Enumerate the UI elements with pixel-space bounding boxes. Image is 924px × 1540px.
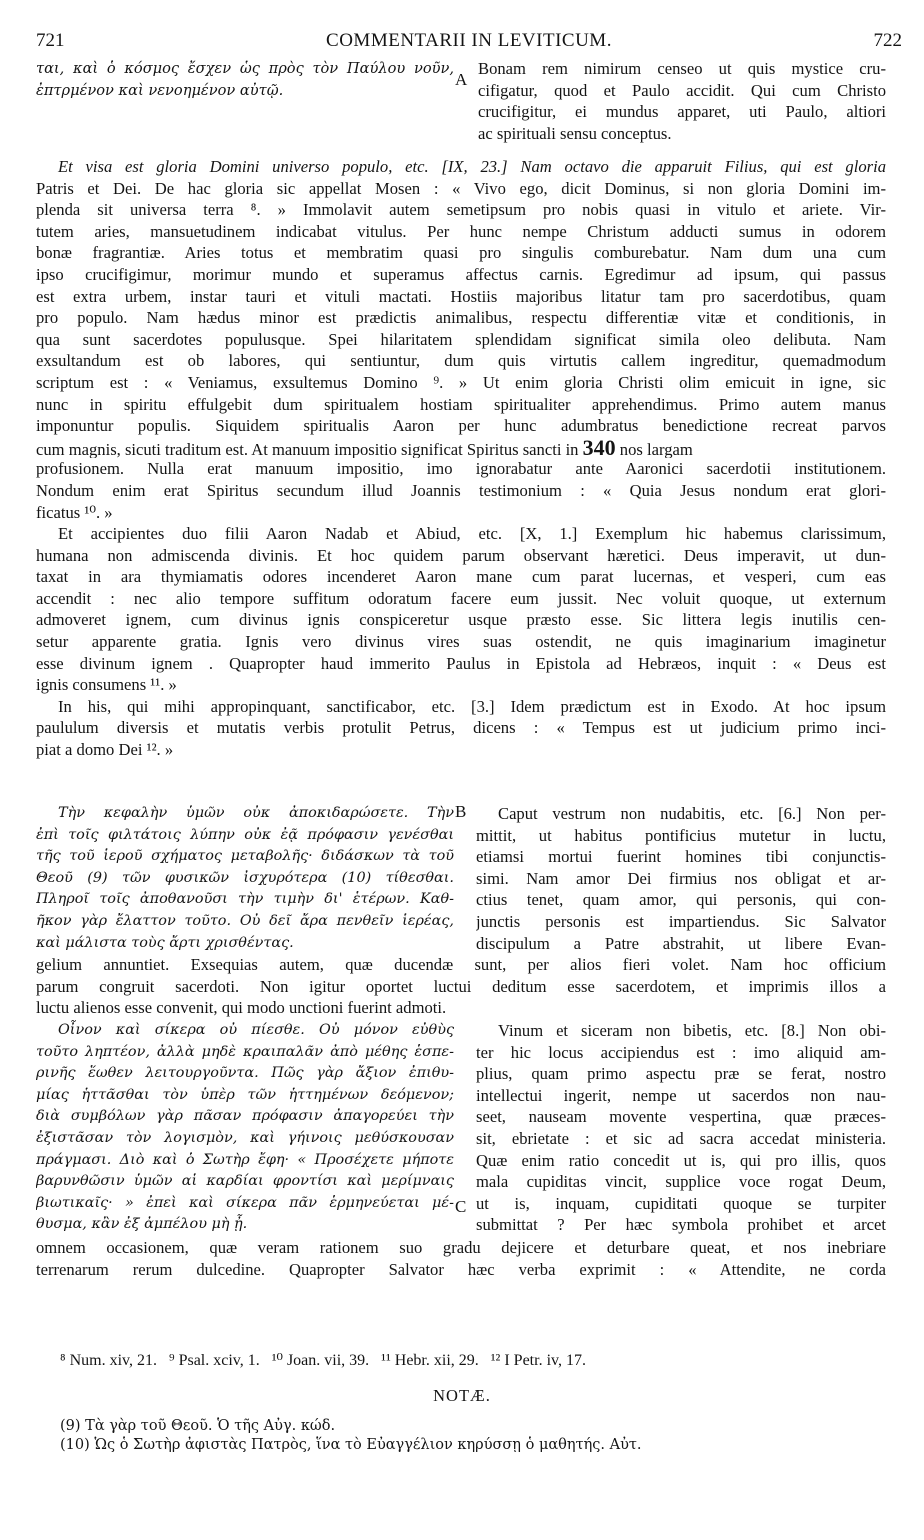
greek-line: ρινῆς ἕωθεν λειτουργοῦντα. Πῶς γὰρ ἄξιον ἐπιθυ- (36, 1065, 454, 1082)
lemma-line: Et accipientes duo filii Aaron Nadab et Abiud, etc. [X, 1.] Exemplum hic habemus clarissimum, (58, 524, 886, 544)
latin-line: intellectui ingerit, nempe ut sacerdos non nau- (476, 1085, 886, 1105)
latin-line: plius, quam primo aspectu præ se ferat, nostro (476, 1064, 886, 1084)
body-line-with-margin-number: cum magnis, sicuti traditum est. At manuum impositio significat Spiritus sancti in 340 nos largam (36, 436, 693, 459)
greek-column-c (36, 1020, 454, 1236)
latin-line: submittat ? Per hæc symbola prohibet et arcet (476, 1215, 886, 1235)
greek-line: καὶ μάλιστα τοὺς ἄρτι χρισθέντας. (36, 934, 294, 951)
greek-line: πράγμασι. Διὸ καὶ ὁ Σωτὴρ ἔφη· « Προσέχετε μήποτε (36, 1151, 454, 1168)
body-line: terrenarum rerum dulcedine. Quapropter Salvator hæc verba exprimit : « Attendite, ne corda (36, 1259, 886, 1279)
top-latin-column (478, 58, 886, 144)
greek-line: ται, καὶ ὁ κόσμος ἔσχεν ὡς πρὸς τὸν Παύλου νοῦν, (36, 60, 454, 77)
body-line: omnem occasionem, quæ veram rationem suo gradu dejicere et deturbare queat, et nos inebriare (36, 1238, 886, 1257)
footnote-references: ⁸ Num. xiv, 21. ⁹ Psal. xciv, 1. ¹⁰ Joan. vii, 39. ¹¹ Hebr. xii, 29. ¹² I Petr. iv, 17. (60, 1352, 586, 1369)
body-line: profusionem. Nulla erat manuum impositio, imo ignorabatur ante Aaronici sacerdotii institutionem. (36, 459, 886, 479)
latin-line: ctius tenet, quam amor, qui personis, qui con- (476, 890, 886, 910)
latin-line: Quæ enim ratio concedit ut is, qui pro illis, quos (476, 1150, 886, 1170)
body-line: imponuntur populis. Siquidem spiritualis Aaron per hunc adumbratus benedictione recreat parvos (36, 416, 886, 436)
latin-line: mittit, ut habitus pontificius mutetur in luctu, (476, 825, 886, 845)
running-title: COMMENTARII IN LEVITICUM. (326, 30, 612, 51)
greek-line: τοῦτο ληπτέον, ἀλλὰ μηδὲ κραιπαλᾶν ἀπὸ μέθης ἑσπε- (36, 1043, 454, 1060)
latin-line: simi. Nam amor Dei firmius nos obligat et ar- (476, 868, 886, 888)
body-line: admoveret ignem, cum divinus ignis conspiceretur usque præsto esse. Sic littera legis inutilis cen- (36, 610, 886, 630)
column-letter-a: A (455, 70, 468, 89)
latin-line: junctis personis est impartiendus. Sic Salvator (476, 911, 886, 931)
body-line: piat a domo Dei ¹². » (36, 740, 174, 760)
latin-line: Vinum et siceram non bibetis, etc. [8.] Non obi- (498, 1021, 886, 1040)
latin-line: ter hic locus accipiendus est : imo aliquid am- (476, 1042, 886, 1062)
greek-line: ἐπὶ τοῖς φιλτάτοις λύπην οὐκ ἐᾷ πρόφασιν γενέσθαι (36, 826, 454, 843)
body-line: Patris et Dei. De hac gloria sic appellat Mosen : « Vivo ego, dicit Dominus, si non gloria Domini im- (36, 178, 886, 198)
greek-line: ἐπτρμένον καὶ νενοημένον αὐτῷ. (36, 81, 284, 99)
latin-line: Caput vestrum non nudabitis, etc. [6.] Non per- (498, 804, 886, 823)
body-line: humana non admiscenda divinis. Et hoc quidem parum observant hæretici. Deus imperavit, ut dun- (36, 545, 886, 565)
body-line: taxat in ara thymiamatis odores incenderet Aaron mane cum parat lucernas, et vesperi, cum eas (36, 567, 886, 587)
greek-line: θυσμα, κἂν ἐξ ἀμπέλου μὴ ᾖ. (36, 1216, 248, 1233)
lemma-line: In his, qui mihi appropinquant, sanctificabor, etc. [3.] Idem prædictum est in Exodo. At hoc ipsum (58, 696, 886, 716)
latin-line: sit, ebrietate : et sic ad sacra accedat ministeria. (476, 1128, 886, 1148)
body-text-1 (36, 156, 886, 761)
greek-line: διὰ συμβόλων γὰρ πᾶσαν πρόφασιν ἀπαγορεύει τὴν (36, 1108, 454, 1125)
body-line: parum congruit sacerdoti. Non igitur oportet luctui deditum esse sacerdotem, et imprimis illos a (36, 976, 886, 996)
greek-line: ἐξιστᾶσαν τὸν λογισμὸν, καὶ γήινοις μεθύσκουσαν (36, 1129, 454, 1146)
body-line: nunc in spiritu effulgebit dum spiritualem hostiam spiritualiter apprehendimus. Primo autem manus (36, 394, 886, 414)
greek-line: Οἶνον καὶ σίκερα οὐ πίεσθε. Οὐ μόνον εὐθὺς (58, 1022, 454, 1038)
greek-line: Πληροῖ τοῖς ἀποθανοῦσι τὴν τιμὴν δι' ἑτέρων. Καθ- (36, 891, 454, 908)
note-9: (9) Τὰ γὰρ τοῦ Θεοῦ. Ὁ τῆς Αὐγ. κώδ. (60, 1418, 336, 1434)
greek-line: ῆκον γὰρ ἔλαττον τοῦτο. Οὐ δεῖ ἄρα πενθεῖν ἱερέας, (36, 912, 454, 929)
latin-line: ut is, inquam, cupiditati quoque se turpiter (476, 1193, 886, 1213)
body-line: setur apparente gratia. Ignis vero divinus vires suas ostendit, ne quis imaginarium imaginetur (36, 632, 886, 652)
note-10: (10) Ὡς ὁ Σωτὴρ ἀφιστὰς Πατρὸς, ἵνα τὸ Εὐαγγέλιον κηρύσσῃ ὁ μαθητής. Αὐτ. (60, 1437, 642, 1453)
latin-line: seet, nauseam movente vespertina, quæ præces- (476, 1107, 886, 1127)
latin-line: crucifigitur, ei mundus apparet, uti Paulo, altiori (478, 102, 886, 122)
body-line: Nondum enim erat Spiritus secundum illud Joannis testimonium : « Quia Jesus nondum erat glori- (36, 480, 886, 500)
body-line: plenda sit universa terra ⁸. » Immolavit autem semetipsum pro nobis quasi in vitulo et ariete. Vir- (36, 200, 886, 220)
greek-line: βιωτικαῖς· » ἐπεὶ καὶ σίκερα πᾶν ἑρμηνεύεται μέ- (36, 1194, 454, 1211)
greek-line: μίας ἡττᾶσθαι τὸν ὑπὲρ τῶν ἡττημένων δεόμενον; (36, 1086, 454, 1103)
latin-line: discipulum a Patre abstrahit, ut libere Evan- (476, 933, 886, 953)
top-greek-column (36, 58, 454, 101)
greek-column-b (36, 803, 454, 954)
lemma-line: Et visa est gloria Domini universo populo, etc. [IX, 23.] Nam octavo die apparuit Filius, qui est gloria (58, 157, 886, 176)
body-line: qua sunt sacerdotes populusque. Spei hilaritatem splendidam significat simila oleo delibuta. Nam (36, 329, 886, 349)
greek-line: τῆς τοῦ ἱεροῦ σχήματος μεταβολῆς· διδάσκων τὰ τοῦ (36, 848, 454, 865)
body-line: accendit : nec alio tempore suffitum odoratum facere eum jussit. Nec voluit quoque, ut externum (36, 588, 886, 608)
body-line: exsultandum est ob labores, qui sentiuntur, dum quis virtutis callem ingreditur, quemadmodum (36, 351, 886, 371)
body-line: paululum diversis et mutatis verbis protulit Petrus, dicens : « Tempus est ut judicium primo inci- (36, 718, 886, 738)
latin-column-b (476, 803, 886, 954)
body-line: pro populo. Nam hædus minor est prædictis animalibus, respectu differentiæ vitæ et conditionis, in (36, 308, 886, 328)
body-text-2 (36, 954, 886, 1019)
latin-line: ac spirituali sensu conceptus. (478, 123, 672, 143)
latin-line: Bonam rem nimirum censeo ut quis mystice cru- (478, 59, 886, 78)
body-line: luctu alienos esse convenit, qui modo unctioni fuerint admoti. (36, 998, 447, 1018)
running-header (36, 30, 902, 56)
column-letter-b: B (455, 802, 467, 821)
column-letter-c: C (455, 1197, 467, 1216)
greek-line: Θεοῦ (9) τῶν φυσικῶν ἰσχυρότερα (10) τίθεσθαι. (36, 869, 454, 886)
body-line: est extra urbem, instar tauri et vituli mactati. Hostiis majoribus litatur tam pro sacerdotibus, quam (36, 286, 886, 306)
latin-column-c (476, 1020, 886, 1236)
page-number-left: 721 (36, 30, 65, 51)
body-line: esse divinum ignem . Quapropter haud immerito Paulus in Epistola ad Hebræos, inquit : « Deus est (36, 653, 886, 673)
greek-line: Τὴν κεφαλὴν ὑμῶν οὐκ ἀποκιδαρώσετε. Τὴν (58, 805, 454, 821)
body-line: gelium annuntiet. Exsequias autem, quæ ducendæ sunt, per alios fieri volet. Nam hoc officium (36, 955, 886, 974)
latin-line: etiamsi mortui fuerint homines tibi conjunctis- (476, 847, 886, 867)
body-text-3 (36, 1237, 886, 1280)
margin-number: 340 (582, 436, 616, 459)
body-line: ipso crucifigimur, morimur mundo et superamus affectus carnis. Egredimur ad ipsum, qui passus (36, 264, 886, 284)
body-line: bonæ fragrantiæ. Aries totus et membratim quasi pro singulis comburebatur. Nam dum una cum (36, 243, 886, 263)
latin-line: mala cupiditas vincit, supplice voce rogat Deum, (476, 1172, 886, 1192)
body-line: ignis consumens ¹¹. » (36, 675, 177, 695)
body-line: scriptum est : « Veniamus, exsultemus Domino ⁹. » Ut enim gloria Christi olim emicuit in igne, sic (36, 372, 886, 392)
body-line: ficatus ¹⁰. » (36, 502, 113, 522)
greek-line: βαρυνθῶσιν ὑμῶν αἱ καρδίαι φροντίσι καὶ μερίμναις (36, 1173, 454, 1190)
latin-line: cifigatur, quod et Paulo accidit. Qui cum Christo (478, 80, 886, 100)
page-number-right: 722 (873, 30, 902, 51)
notae-heading: NOTÆ. (433, 1386, 491, 1405)
body-line: tutem aries, mansuetudinem indicabat vitulus. Per hunc nempe Christum adducti sumus in odorem (36, 221, 886, 241)
